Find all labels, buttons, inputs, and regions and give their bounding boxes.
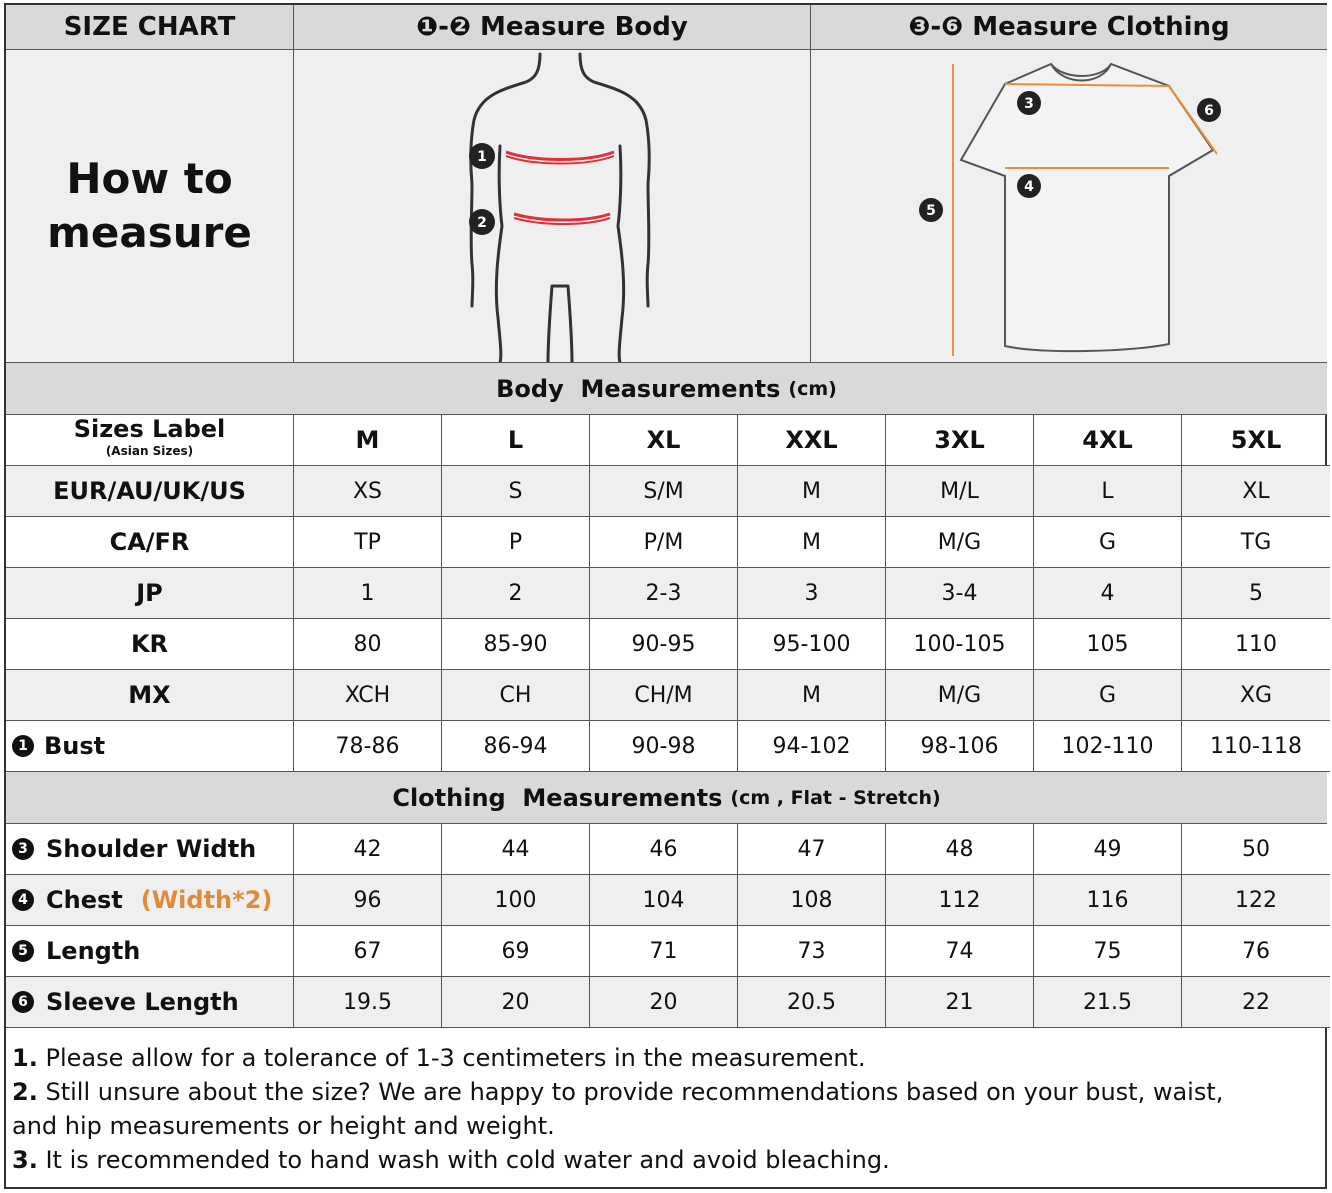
clothing-row-label-3 (6, 977, 294, 1028)
clothing-row-label-0 (6, 824, 294, 875)
body-cell: 105 (1034, 619, 1182, 670)
body-cell: XL (1182, 466, 1330, 517)
body-cell: 2-3 (590, 568, 738, 619)
clothing-cell: 71 (590, 926, 738, 977)
body-cell: G (1034, 517, 1182, 568)
clothing-cell: 46 (590, 824, 738, 875)
body-right-inner (618, 146, 624, 363)
body-cell: M (738, 466, 886, 517)
body-cell: M (738, 517, 886, 568)
clothing-cell: 96 (294, 875, 442, 926)
clothing-cell: 75 (1034, 926, 1182, 977)
clothing-row-label-text: Sleeve Length (46, 988, 239, 1016)
row-label-2 (6, 568, 294, 619)
body-cell: 5 (1182, 568, 1330, 619)
badge-5-label: 5 (926, 203, 936, 219)
badge-2-label: 2 (477, 215, 487, 231)
body-left-inner (496, 146, 502, 363)
clothing-row-label-text: Length (46, 937, 141, 965)
bust-badge-icon: 1 (12, 735, 34, 757)
note-line (12, 1143, 1322, 1177)
clothing-row-label-text: Shoulder Width (46, 835, 257, 863)
body-cell: 86-94 (442, 721, 590, 772)
row-label-4 (6, 670, 294, 721)
body-cell: S/M (590, 466, 738, 517)
note-text: Please allow for a tolerance of 1-3 centimeters in the measurement. (45, 1044, 866, 1072)
body-cell: 100-105 (886, 619, 1034, 670)
clothing-badge-icon: 6 (12, 991, 34, 1013)
badge-6-label: 6 (1204, 103, 1214, 119)
clothing-cell: 22 (1182, 977, 1330, 1028)
sizes-label-sub: (Asian Sizes) (105, 444, 194, 458)
body-cell: TP (294, 517, 442, 568)
row-label-text: EUR/AU/UK/US (53, 477, 246, 505)
body-cell: 95-100 (738, 619, 886, 670)
clothing-cell: 49 (1034, 824, 1182, 875)
clothing-cell: 44 (442, 824, 590, 875)
clothing-measurements-bar (6, 772, 1327, 824)
body-cell: 102-110 (1034, 721, 1182, 772)
sizes-label-cell (6, 415, 294, 466)
chest-width-note: (Width*2) (140, 886, 273, 914)
body-cell: CH/M (590, 670, 738, 721)
body-cell: 98-106 (886, 721, 1034, 772)
clothing-cell: 74 (886, 926, 1034, 977)
clothing-cell: 20 (442, 977, 590, 1028)
body-cell: M/G (886, 517, 1034, 568)
body-cell: 80 (294, 619, 442, 670)
how-to-line-1: How to (66, 154, 233, 203)
note-text: Still unsure about the size? We are happy to provide recommendations based on your bust, waist, (45, 1078, 1224, 1106)
body-cell: S (442, 466, 590, 517)
size-header-5xl: 5XL (1182, 415, 1330, 466)
body-cell: G (1034, 670, 1182, 721)
body-measurements-bar (6, 363, 1327, 415)
how-to-measure-panel (6, 50, 294, 363)
body-measurements-unit: (cm) (788, 377, 837, 400)
size-chart-sheet (4, 3, 1327, 1189)
body-cell: 110 (1182, 619, 1330, 670)
row-label-1 (6, 517, 294, 568)
body-figure-panel (294, 50, 811, 363)
measure-body-heading: ❶-❷ Measure Body (294, 5, 811, 50)
row-label-text: JP (136, 579, 163, 607)
clothing-badge-icon: 4 (12, 889, 34, 911)
size-header-3xl: 3XL (886, 415, 1034, 466)
sizes-label-main: Sizes Label (73, 415, 226, 443)
clothing-cell: 104 (590, 875, 738, 926)
size-header-4xl: 4XL (1034, 415, 1182, 466)
badge-4-label: 4 (1024, 179, 1034, 195)
body-cell: XG (1182, 670, 1330, 721)
body-cell: 1 (294, 568, 442, 619)
row-label-text: CA/FR (109, 528, 190, 556)
body-cell: 110-118 (1182, 721, 1330, 772)
clothing-cell: 42 (294, 824, 442, 875)
body-cell: M/L (886, 466, 1034, 517)
note-number: 3. (12, 1146, 38, 1174)
note-number: 2. (12, 1078, 38, 1106)
row-label-text: Bust (44, 732, 106, 760)
clothing-row-label-1 (6, 875, 294, 926)
clothing-badge-icon: 5 (12, 940, 34, 962)
clothing-row-label-text: Chest (46, 886, 123, 914)
shirt-figure-panel (811, 50, 1327, 363)
clothing-cell: 122 (1182, 875, 1330, 926)
notes-block (12, 1041, 1322, 1177)
row-label-5 (6, 721, 294, 772)
waist-measure-line (514, 214, 610, 220)
body-cell: P (442, 517, 590, 568)
clothing-cell: 47 (738, 824, 886, 875)
measure-clothing-heading: ❸-❻ Measure Clothing (811, 5, 1327, 50)
clothing-cell: 76 (1182, 926, 1330, 977)
clothing-cell: 50 (1182, 824, 1330, 875)
body-cell: M (738, 670, 886, 721)
clothing-cell: 19.5 (294, 977, 442, 1028)
clothing-cell: 20.5 (738, 977, 886, 1028)
badge-1-label: 1 (477, 149, 487, 165)
body-cell: 90-98 (590, 721, 738, 772)
body-right-outline (580, 54, 649, 306)
body-legs (548, 286, 572, 363)
note-line (12, 1075, 1322, 1109)
note-text: It is recommended to hand wash with cold water and avoid bleaching. (45, 1146, 890, 1174)
clothing-cell: 73 (738, 926, 886, 977)
note-line (12, 1109, 1322, 1143)
body-measurements-title: Body Measurements (496, 374, 781, 403)
clothing-cell: 20 (590, 977, 738, 1028)
body-cell: L (1034, 466, 1182, 517)
body-cell: 78-86 (294, 721, 442, 772)
row-label-text: MX (128, 681, 171, 709)
body-cell: 4 (1034, 568, 1182, 619)
clothing-cell: 48 (886, 824, 1034, 875)
note-line (12, 1041, 1322, 1075)
clothing-cell: 69 (442, 926, 590, 977)
clothing-cell: 67 (294, 926, 442, 977)
clothing-measurements-unit: (cm , Flat - Stretch) (730, 786, 941, 809)
row-label-3 (6, 619, 294, 670)
size-header-m: M (294, 415, 442, 466)
body-cell: P/M (590, 517, 738, 568)
size-header-l: L (442, 415, 590, 466)
body-cell: XS (294, 466, 442, 517)
clothing-cell: 112 (886, 875, 1034, 926)
note-text: and hip measurements or height and weight. (12, 1112, 555, 1140)
size-chart-title: SIZE CHART (6, 5, 294, 50)
body-cell: 94-102 (738, 721, 886, 772)
badge-3-label: 3 (1024, 96, 1034, 112)
size-header-xl: XL (590, 415, 738, 466)
body-cell: 3 (738, 568, 886, 619)
clothing-row-label-2 (6, 926, 294, 977)
note-number: 1. (12, 1044, 38, 1072)
body-outline-figure (294, 50, 811, 363)
tshirt-body (961, 64, 1213, 351)
clothing-cell: 108 (738, 875, 886, 926)
clothing-cell: 21.5 (1034, 977, 1182, 1028)
body-cell: TG (1182, 517, 1330, 568)
clothing-measurements-title: Clothing Measurements (392, 783, 723, 812)
how-to-line-2: measure (47, 208, 252, 257)
body-cell: XCH (294, 670, 442, 721)
body-cell: 3-4 (886, 568, 1034, 619)
clothing-cell: 21 (886, 977, 1034, 1028)
size-header-xxl: XXL (738, 415, 886, 466)
body-cell: M/G (886, 670, 1034, 721)
clothing-cell: 116 (1034, 875, 1182, 926)
body-cell: 2 (442, 568, 590, 619)
body-cell: 85-90 (442, 619, 590, 670)
body-cell: 90-95 (590, 619, 738, 670)
body-cell: CH (442, 670, 590, 721)
body-left-outline (471, 54, 540, 306)
bust-measure-line (506, 152, 614, 160)
row-label-0 (6, 466, 294, 517)
clothing-cell: 100 (442, 875, 590, 926)
tshirt-outline-figure (811, 50, 1327, 363)
clothing-badge-icon: 3 (12, 838, 34, 860)
row-label-text: KR (130, 630, 169, 658)
